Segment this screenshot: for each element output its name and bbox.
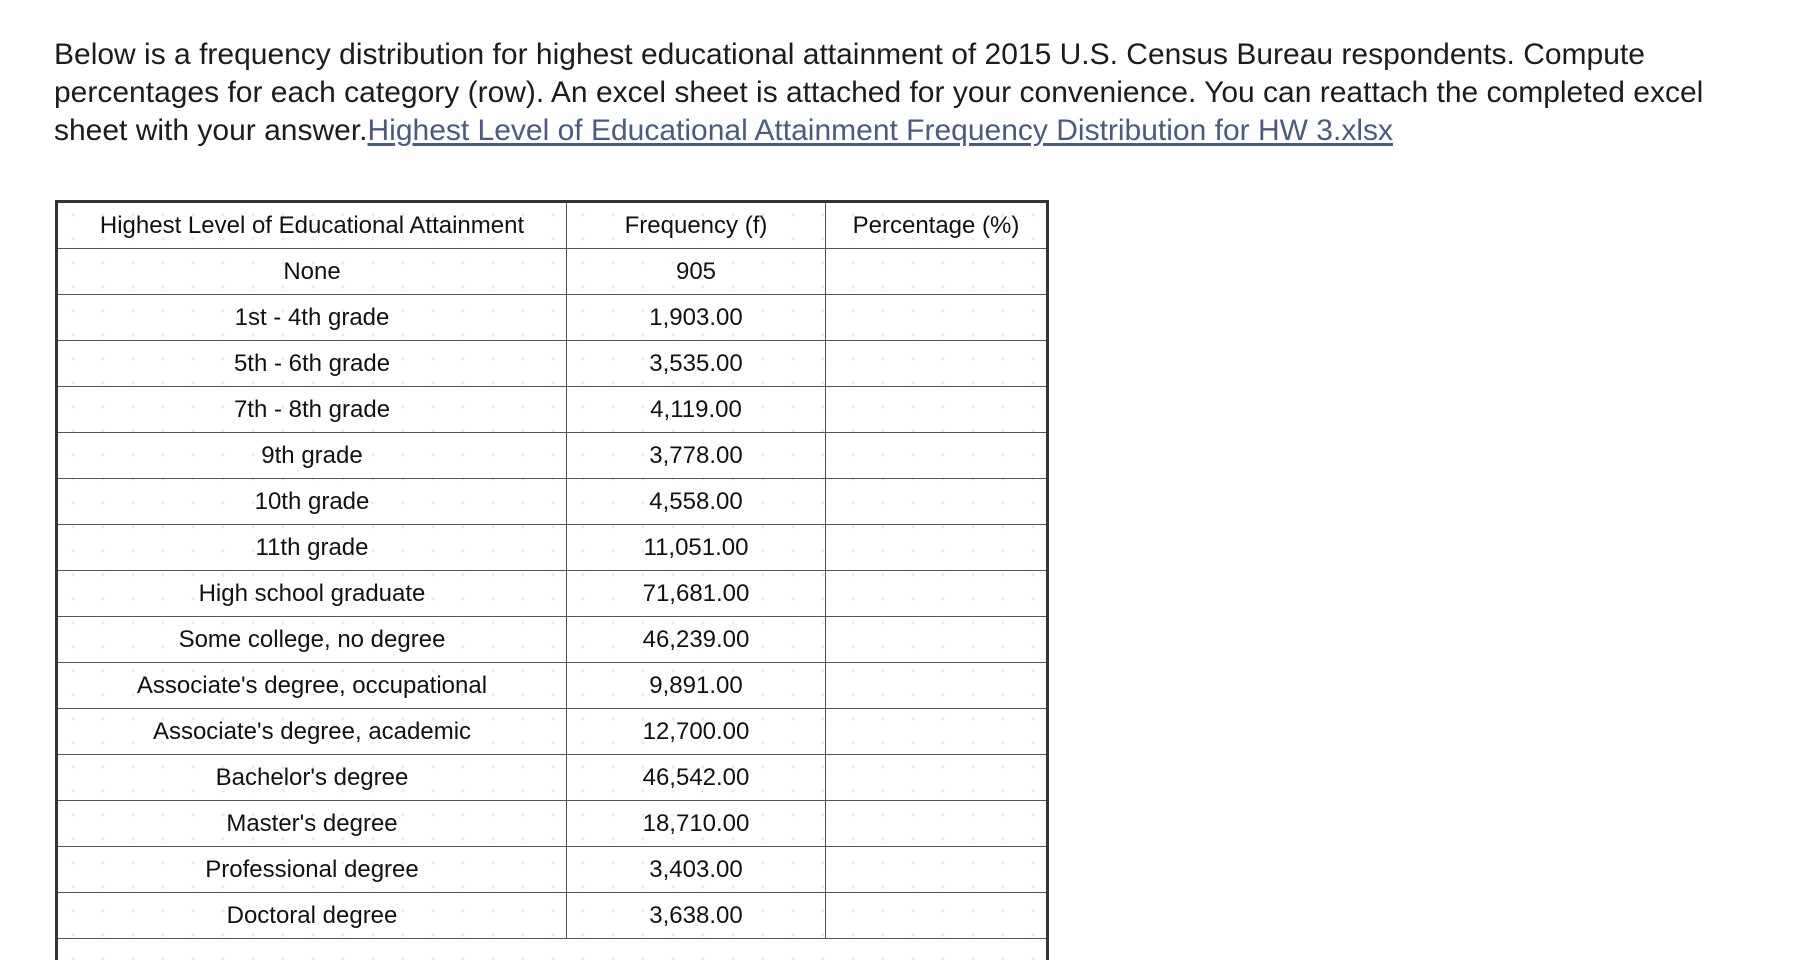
frequency-cell: 71,681.00	[567, 571, 826, 617]
education-level-cell: Doctoral degree	[58, 893, 567, 939]
percentage-cell[interactable]	[826, 525, 1047, 571]
education-level-cell: Associate's degree, occupational	[58, 663, 567, 709]
table-row	[58, 709, 1046, 755]
education-level-cell: Associate's degree, academic	[58, 709, 567, 755]
table-row	[58, 295, 1046, 341]
education-level-cell: 7th - 8th grade	[58, 387, 567, 433]
table-row	[58, 847, 1046, 893]
percentage-cell[interactable]	[826, 433, 1047, 479]
question-body: Below is a frequency distribution for highest educational attainment of 2015 U.S. Census Bureau respondents. Compute percentages for each category (row). An excel sheet is attached for your convenience. You can reattach the completed excel sheet with your answer.	[54, 38, 1704, 147]
percentage-cell[interactable]	[826, 847, 1047, 893]
table-row	[58, 387, 1046, 433]
percentage-cell[interactable]	[826, 801, 1047, 847]
table-header-row	[58, 203, 1046, 249]
percentage-cell[interactable]	[826, 755, 1047, 801]
table-row	[58, 755, 1046, 801]
percentage-cell[interactable]	[826, 387, 1047, 433]
education-level-cell: 5th - 6th grade	[58, 341, 567, 387]
percentage-cell[interactable]	[826, 295, 1047, 341]
education-level-cell: Professional degree	[58, 847, 567, 893]
percentage-cell[interactable]	[826, 663, 1047, 709]
table-row	[58, 249, 1046, 295]
table-row	[58, 617, 1046, 663]
percentage-cell[interactable]	[826, 249, 1047, 295]
education-level-cell: 9th grade	[58, 433, 567, 479]
percentage-cell[interactable]	[826, 709, 1047, 755]
table-row	[58, 571, 1046, 617]
education-level-cell: Some college, no degree	[58, 617, 567, 663]
percentage-cell[interactable]	[826, 479, 1047, 525]
frequency-cell: 3,535.00	[567, 341, 826, 387]
education-level-cell: Master's degree	[58, 801, 567, 847]
table-row	[58, 479, 1046, 525]
percentage-cell[interactable]	[826, 341, 1047, 387]
column-header-level: Highest Level of Educational Attainment	[58, 203, 567, 249]
frequency-table	[55, 200, 1049, 960]
percentage-cell[interactable]	[826, 893, 1047, 939]
education-level-cell: 1st - 4th grade	[58, 295, 567, 341]
frequency-cell: 905	[567, 249, 826, 295]
frequency-cell: 46,239.00	[567, 617, 826, 663]
education-level-cell: 11th grade	[58, 525, 567, 571]
percentage-cell[interactable]	[826, 617, 1047, 663]
table-row	[58, 663, 1046, 709]
frequency-cell: 3,638.00	[567, 893, 826, 939]
column-header-percentage: Percentage (%)	[826, 203, 1047, 249]
education-level-cell: 10th grade	[58, 479, 567, 525]
frequency-cell: 1,903.00	[567, 295, 826, 341]
column-header-frequency: Frequency (f)	[567, 203, 826, 249]
frequency-cell: 18,710.00	[567, 801, 826, 847]
question-text	[54, 36, 1754, 150]
question-content	[54, 36, 1754, 150]
percentage-cell[interactable]	[826, 571, 1047, 617]
table-row	[58, 433, 1046, 479]
frequency-cell: 3,778.00	[567, 433, 826, 479]
excel-attachment-link[interactable]: Highest Level of Educational Attainment Frequency Distribution for HW 3.xlsx	[367, 114, 1393, 147]
table-row	[58, 525, 1046, 571]
frequency-cell: 12,700.00	[567, 709, 826, 755]
frequency-cell: 4,558.00	[567, 479, 826, 525]
education-level-cell: None	[58, 249, 567, 295]
education-level-cell: High school graduate	[58, 571, 567, 617]
education-level-cell: Bachelor's degree	[58, 755, 567, 801]
table-row	[58, 341, 1046, 387]
table-row	[58, 893, 1046, 939]
table-row	[58, 801, 1046, 847]
frequency-cell: 3,403.00	[567, 847, 826, 893]
frequency-cell: 9,891.00	[567, 663, 826, 709]
frequency-cell: 4,119.00	[567, 387, 826, 433]
frequency-cell: 46,542.00	[567, 755, 826, 801]
frequency-cell: 11,051.00	[567, 525, 826, 571]
